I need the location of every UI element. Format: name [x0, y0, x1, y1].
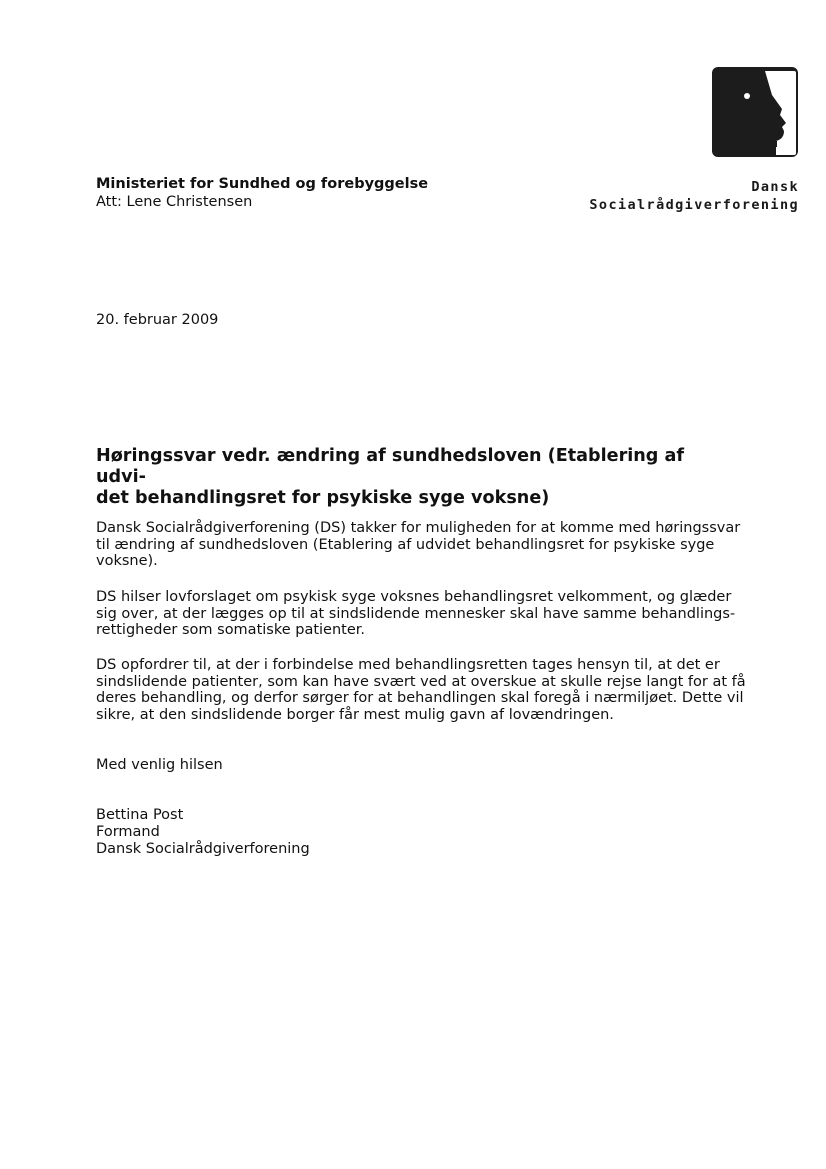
letterhead-line-1: Dansk — [751, 179, 799, 195]
paragraph-line: sig over, at der lægges op til at sindslidende mennesker skal have samme behandlings- — [96, 605, 736, 622]
recipient-block — [96, 175, 428, 211]
paragraph-line: DS opfordrer til, at der i forbindelse med behandlingsretten tages hensyn til, at det er — [96, 657, 720, 673]
logo-eye — [744, 93, 750, 99]
paragraph-line: sikre, at den sindslidende borger får mest mulig gavn af lovændringen. — [96, 706, 614, 723]
paragraph-line: rettigheder som somatiske patienter. — [96, 622, 366, 638]
letter-date: 20. februar 2009 — [96, 312, 219, 328]
paragraph-line: til ændring af sundhedsloven (Etablering af udvidet behandlingsret for psykiske syge — [96, 536, 715, 553]
paragraph-line: sindslidende patienter, som kan have svært ved at overskue at skulle rejse langt for at få — [96, 673, 746, 690]
closing-salutation: Med venlig hilsen — [96, 757, 223, 773]
letterhead-line-2: Socialrådgiverforening — [589, 197, 799, 213]
recipient-attention: Att: Lene Christensen — [96, 194, 253, 210]
body-paragraph-1 — [96, 520, 746, 570]
signature-block — [96, 807, 310, 858]
letter-heading — [96, 446, 736, 509]
organization-logo — [710, 65, 800, 160]
paragraph-line: voksne). — [96, 553, 158, 569]
paragraph-line: deres behandling, og derfor sørger for at behandlingen skal foregå i nærmiljøet. Dette vil — [96, 690, 744, 706]
signature-title: Formand — [96, 824, 160, 840]
signature-organization: Dansk Socialrådgiverforening — [96, 841, 310, 857]
heading-line-1: Høringssvar vedr. ændring af sundhedsloven (Etablering af udvi- — [96, 446, 685, 487]
signature-name: Bettina Post — [96, 807, 184, 823]
logo-square — [771, 141, 777, 147]
paragraph-line: Dansk Socialrådgiverforening (DS) takker for muligheden for at komme med høringssvar — [96, 520, 741, 536]
recipient-ministry: Ministeriet for Sundhed og forebyggelse — [96, 176, 429, 192]
paragraph-line: DS hilser lovforslaget om psykisk syge voksnes behandlingsret velkomment, og glæder — [96, 589, 732, 605]
heading-line-2: det behandlingsret for psykiske syge voksne) — [96, 488, 550, 508]
letterhead-organization — [589, 178, 799, 214]
body-paragraph-3 — [96, 657, 746, 723]
body-paragraph-2 — [96, 589, 746, 639]
